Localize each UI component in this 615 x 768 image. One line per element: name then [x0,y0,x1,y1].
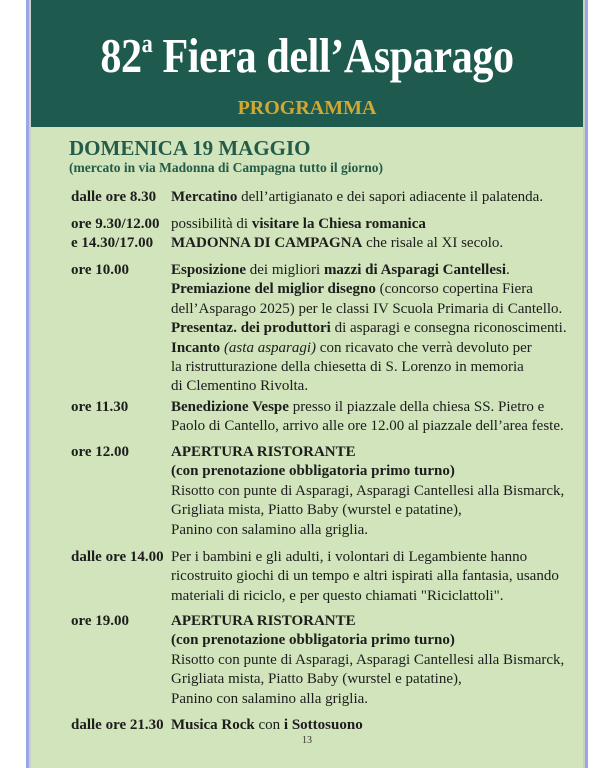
bold-text: Premiazione del miglior disegno [171,281,376,298]
text: Grigliata mista, Piatto Baby (wurstel e patatine), [171,502,462,519]
description-line [171,234,567,253]
description-line [171,631,567,650]
title-text: Fiera dell’Asparago [152,28,514,83]
page-subtitle: PROGRAMMA [237,97,377,119]
text: con [254,717,284,733]
event-time: ore 10.00 [71,262,130,278]
italic-text: (asta asparagi) [223,339,317,356]
event-description [171,612,567,709]
description-line [171,417,567,436]
header-banner [31,0,583,127]
description-line [171,358,567,377]
title-number: 82 [100,28,142,83]
bold-text: Mercatino [171,189,238,205]
description-line [171,261,567,280]
event-description [171,398,567,437]
bold-text: (con prenotazione obbligatoria primo turno) [171,632,455,649]
description-line [171,188,567,207]
title-superscript: a [141,29,153,58]
description-line [171,690,567,709]
description-line [171,567,567,586]
event-description [171,215,567,254]
page-title [70,26,545,86]
description-line [171,462,567,481]
description-line [171,612,567,631]
page-number: 13 [302,735,312,746]
description-line [171,548,567,567]
program-page [26,0,588,768]
text: ricostruito giochi di un tempo e altri ispirati alla fantasia, usando [171,568,559,585]
event-time: dalle ore 21.30 [71,717,164,733]
text: la ristrutturazione della chiesetta di S. Lorenzo in memoria [171,359,524,376]
text: di Clementino Rivolta. [171,378,309,395]
text: Grigliata mista, Piatto Baby (wurstel e patatine), [171,671,462,688]
event-description [171,548,567,606]
description-line [171,377,567,396]
text: materiali di riciclo, e per questo chiamati "Riciclattoli". [171,587,504,604]
event-description [171,261,567,397]
text: dell’artigianato e dei sapori adiacente il palatenda. [237,189,544,205]
event-time: dalle ore 8.30 [71,189,157,205]
event-time: ore 12.00 [71,444,130,460]
description-line [171,651,567,670]
description-line [171,319,567,338]
description-line [171,587,567,606]
description-line [171,339,567,358]
event-description [171,716,567,735]
description-line [171,443,567,462]
description-line [171,482,567,501]
text: Risotto con punte di Asparagi, Asparagi Cantellesi alla Bismarck, [171,651,565,668]
bold-text: mazzi di Asparagi Cantellesi [323,262,507,278]
description-line [171,215,567,234]
event-time: ore 11.30 [71,399,129,415]
bold-text: MADONNA DI CAMPAGNA [171,235,363,252]
bold-text: visitare la Chiesa romanica [251,216,426,232]
bold-text: Incanto [171,339,221,356]
bold-text: APERTURA RISTORANTE [171,444,356,460]
event-time: ore 19.00 [71,613,130,629]
day-note: (mercato in via Madonna di Campagna tutto il giorno) [69,160,384,175]
event-time: dalle ore 14.00 [71,549,164,565]
bold-text: Musica Rock [171,717,255,733]
bold-text: (con prenotazione obbligatoria primo turno) [171,463,455,480]
description-line [171,280,567,299]
text: con ricavato che verrà devoluto per [316,339,532,356]
day-heading: DOMENICA 19 MAGGIO [69,136,311,160]
event-description [171,188,567,207]
bold-text: Esposizione [171,262,247,278]
bold-text: Benedizione Vespe [171,399,289,415]
bold-text: i Sottosuono [283,717,363,733]
event-time: ore 9.30/12.00 e 14.30/17.00 [71,216,160,252]
bold-text: Presentaz. dei produttori [171,320,331,337]
description-line [171,398,567,417]
text: Risotto con punte di Asparagi, Asparagi Cantellesi alla Bismarck, [171,482,565,499]
description-line [171,716,567,735]
text: Panino con salamino alla griglia. [171,521,369,538]
text: di asparagi e consegna riconoscimenti. [330,320,567,337]
text: dell’Asparago 2025) per le classi IV Scuola Primaria di Cantello. [171,300,563,317]
text: Per i bambini e gli adulti, i volontari di Legambiente hanno [171,549,528,565]
description-line [171,501,567,520]
description-line [171,670,567,689]
text: presso il piazzale della chiesa SS. Pietro e [288,399,545,415]
event-description [171,443,567,540]
text: Panino con salamino alla griglia. [171,690,369,707]
bold-text: APERTURA RISTORANTE [171,613,356,629]
description-line [171,521,567,540]
text: possibilità di [171,216,252,232]
text: . [506,262,510,278]
text: Paolo di Cantello, arrivo alle ore 12.00 al piazzale dell’area feste. [171,418,564,435]
text: dei migliori [246,262,324,278]
description-line [171,300,567,319]
text: che risale al XI secolo. [362,235,504,252]
text: (concorso copertina Fiera [375,281,533,298]
